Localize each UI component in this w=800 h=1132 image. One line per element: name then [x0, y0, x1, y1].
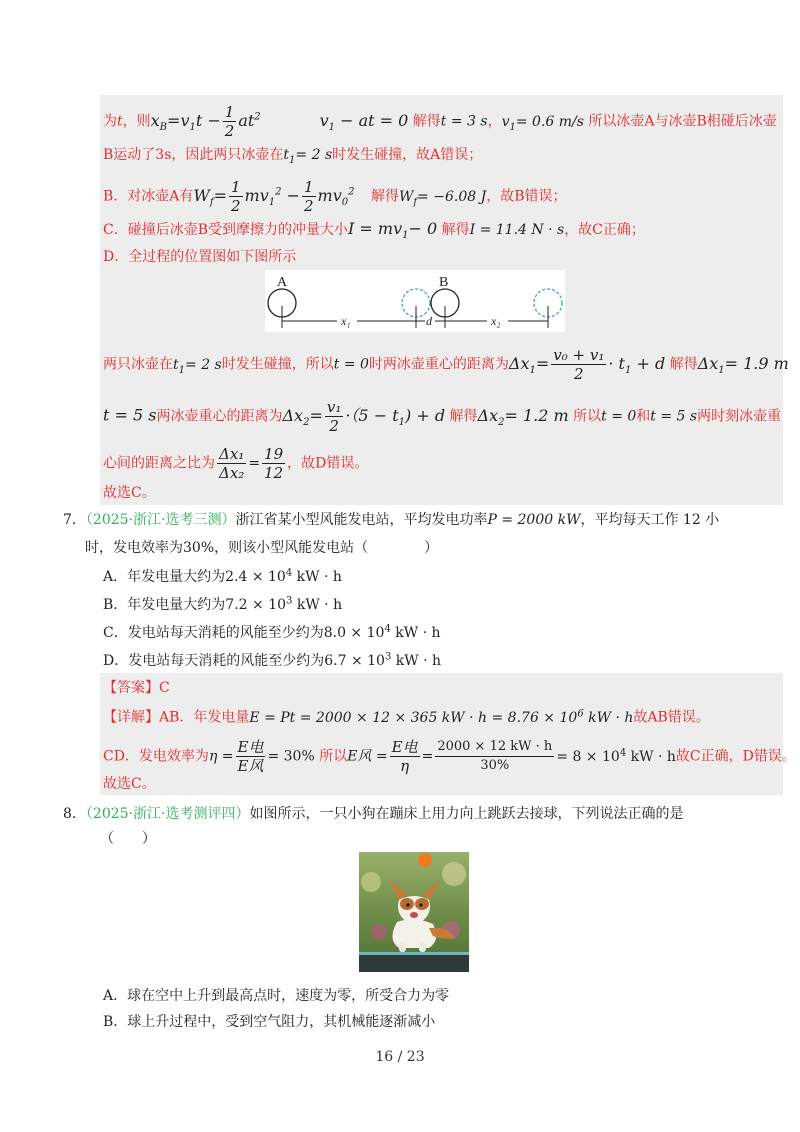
fraction: $\frac{\text{v₁}}{2}$ [326, 398, 342, 435]
dog-mouth [410, 912, 418, 918]
text: B．对冰壶A有 [103, 188, 194, 205]
solution-line-9 [103, 483, 156, 503]
option-c[interactable]: C．发电站每天消耗的风能至少约为$8.0 \times 10^4$ kW · h [103, 623, 441, 641]
text: 故AB错误。 [633, 709, 710, 726]
solution-line-2 [103, 145, 482, 171]
eq: 30% [183, 540, 215, 556]
eq: $t_1= 2$ s [173, 356, 222, 376]
option-b[interactable]: B．年发电量大约为$7.2 \times 10^3$ kW · h [103, 595, 343, 613]
eq-v1: $v_1$ − at = 0 [319, 110, 409, 133]
eq: · $t_1 + d$ [608, 353, 666, 376]
text: 时发生碰撞，所以 [221, 356, 334, 373]
trampoline [359, 954, 469, 972]
text: 故C正确，D错误。 [675, 748, 796, 765]
dog-eye [419, 903, 422, 906]
eq: $\Delta x_2= 1.2$ m [477, 405, 569, 428]
text: C．碰撞后冰壶B受到摩擦力的冲量大小 [103, 222, 348, 238]
page-number: 16 / 23 [375, 1049, 425, 1065]
text: 两只冰壶在 [103, 356, 173, 373]
eq: $W_f= -6.08$ J [398, 188, 487, 208]
text: 解得 [669, 356, 698, 373]
eq: I = 11.4 N · s [469, 222, 565, 238]
question-source: （2025·浙江·选考测评四） [85, 806, 250, 822]
text: 时发生碰撞，故A错误； [332, 147, 483, 163]
text: 故选C。 [103, 485, 156, 501]
dog-eye [406, 903, 409, 906]
explanation-line-2 [103, 738, 796, 775]
text: 两时刻冰壶重 [697, 408, 782, 425]
text: ，平均每天工作 12 小 [580, 512, 720, 528]
option-d[interactable]: D．发电站每天消耗的风能至少约为$6.7 \times 10^3$ kW · h [103, 651, 442, 669]
eq: t = 0 [601, 408, 637, 425]
text: 解得 [412, 113, 441, 130]
eq: $\cdot(5 - t_1) + d$ [345, 405, 446, 428]
position-diagram [265, 270, 565, 332]
eq: $v_1= 0.6$ m/s [501, 113, 584, 133]
fraction-half: $\frac{1}{2}$ [224, 103, 235, 140]
text: 时，发电效率为 [85, 540, 183, 556]
eq: E风 = [347, 748, 388, 765]
question-source: （2025·浙江·选考三测） [85, 512, 236, 528]
dog-leg [399, 942, 406, 952]
dog-body [392, 919, 436, 948]
label-x2: x₂ [491, 314, 501, 328]
text: = [248, 455, 261, 472]
text: 浙江省某小型风能发电站，平均发电功率 [235, 512, 488, 528]
text: 解得 [370, 188, 399, 205]
answer-tag: 【答案】 [103, 680, 159, 696]
text: ，故B错误； [486, 188, 567, 205]
question-8-stem-line2 [100, 829, 156, 849]
q8-option-b[interactable]: B．球上升过程中，受到空气阻力，其机械能逐渐减小 [103, 1014, 436, 1030]
eq: = 30% [267, 748, 315, 765]
question-7-stem-line2 [85, 538, 438, 558]
eq: t = 5 s [103, 405, 157, 425]
text: ，故C正确； [564, 222, 645, 238]
solution-line-1 [103, 103, 777, 140]
bokeh [442, 862, 466, 886]
label-b: B [439, 275, 449, 290]
eq: $W_f=$ [193, 185, 227, 208]
explanation-tag: 【详解】 [103, 709, 159, 726]
text: 解得 [441, 222, 470, 238]
explanation-final [103, 774, 156, 794]
text: B运动了3s，因此两只冰壶在 [103, 147, 284, 163]
text: 为 [103, 113, 117, 130]
q8-option-a[interactable]: A．球在空中上升到最高点时，速度为零，所受合力为零 [103, 988, 450, 1004]
eq: $t_1= 2$ s [283, 147, 333, 166]
eq: $mv_0^2$ [317, 185, 355, 208]
solution-line-7 [103, 398, 781, 435]
text: 时两冰壶重心的距离为 [368, 356, 509, 373]
text: 心间的距离之比为 [103, 455, 215, 472]
explanation-line-1 [103, 704, 710, 728]
diagram-background [265, 270, 565, 332]
label-d: d [426, 314, 432, 328]
solution-line-6 [103, 346, 789, 383]
text: （ ） [100, 831, 156, 847]
fraction: $\frac{2000 \times 12 kW \cdot h}{30\%}$ [437, 739, 553, 773]
text: 所以 [573, 408, 602, 425]
eq: $\Delta x_1=$ [508, 353, 550, 376]
text: CD．发电效率为 [103, 748, 209, 765]
eq: E = Pt = 2000 × 12 × 365 kW · $h = 8.76 \times 10^6$ kW · h [249, 708, 634, 726]
solution-line-5 [103, 247, 296, 267]
eq: $I = mv_1- 0$ [348, 219, 438, 242]
question-number: 7． [63, 512, 86, 528]
eq: $mv_1^2$ − [244, 185, 300, 208]
text: 故选C。 [103, 776, 156, 792]
bokeh [361, 872, 381, 892]
fraction: $\frac{1}{2}$ [303, 178, 314, 215]
text: ，故D错误。 [287, 455, 369, 472]
label-a: A [277, 275, 288, 290]
text: ，则该小型风能发电站（ ） [214, 540, 439, 556]
eq: t = 3 s [440, 113, 488, 130]
eq: $\Delta x_2=$ [282, 405, 323, 428]
fraction: $\frac{19}{12}$ [264, 445, 284, 482]
eq: = $8 \times 10^4$ kW · h [556, 746, 676, 765]
eq-at2: $at^2$ [238, 110, 261, 130]
solution-line-4 [103, 219, 645, 246]
eq: t = 0 [333, 356, 369, 373]
fraction: $\frac{\text{E电}}{\eta}$ [391, 738, 418, 775]
answer-line [103, 678, 170, 698]
answer-value: C [159, 680, 170, 696]
text: ， [487, 113, 502, 130]
eq: = [421, 748, 434, 765]
eq: t = 5 s [650, 408, 698, 425]
question-8-stem-line1 [63, 804, 683, 824]
ball [418, 853, 432, 867]
eq: $\Delta x_1= 1.9$ m [697, 353, 789, 376]
text: D．全过程的位置图如下图所示 [103, 249, 297, 265]
text: 所以 [319, 748, 348, 765]
question-number: 8． [63, 806, 86, 822]
question-7-stem-line1 [63, 510, 719, 530]
eq-xb: $x_B=v_1t$ − [150, 110, 221, 133]
solution-line-3 [103, 178, 567, 215]
text: 所以冰壶A与冰壶B相碰后冰壶 [588, 113, 777, 130]
option-a[interactable]: A．年发电量大约为$2.4 \times 10^4$ kW · h [103, 567, 342, 585]
eq: P = 2000 kW [487, 512, 581, 528]
fraction: $\frac{\text{E电}}{\text{E风}}$ [237, 738, 264, 775]
text: 如图所示，一只小狗在蹦床上用力向上跳跃去接球，下列说法正确的是 [249, 806, 684, 822]
answer-block-q7 [100, 673, 783, 795]
fraction: $\frac{\text{v₀ + v₁}}{2}$ [553, 346, 605, 383]
var-t: t [117, 113, 123, 130]
text: AB．年发电量 [159, 709, 250, 726]
flower [371, 924, 387, 940]
text: 解得 [449, 408, 478, 425]
text: 两冰壶重心的距离为 [156, 408, 283, 425]
label-x1: x₁ [341, 314, 351, 328]
solution-line-8 [103, 445, 368, 482]
dog-jumping-photo [359, 852, 469, 972]
fraction: $\frac{\text{Δx₁}}{\text{Δx₂}}$ [219, 445, 245, 482]
text: 和 [636, 408, 651, 425]
trampoline-edge [359, 952, 469, 955]
eq: η = [208, 748, 234, 765]
fraction: $\frac{1}{2}$ [230, 178, 241, 215]
text: ，则 [122, 113, 151, 130]
dog-leg [419, 942, 426, 952]
